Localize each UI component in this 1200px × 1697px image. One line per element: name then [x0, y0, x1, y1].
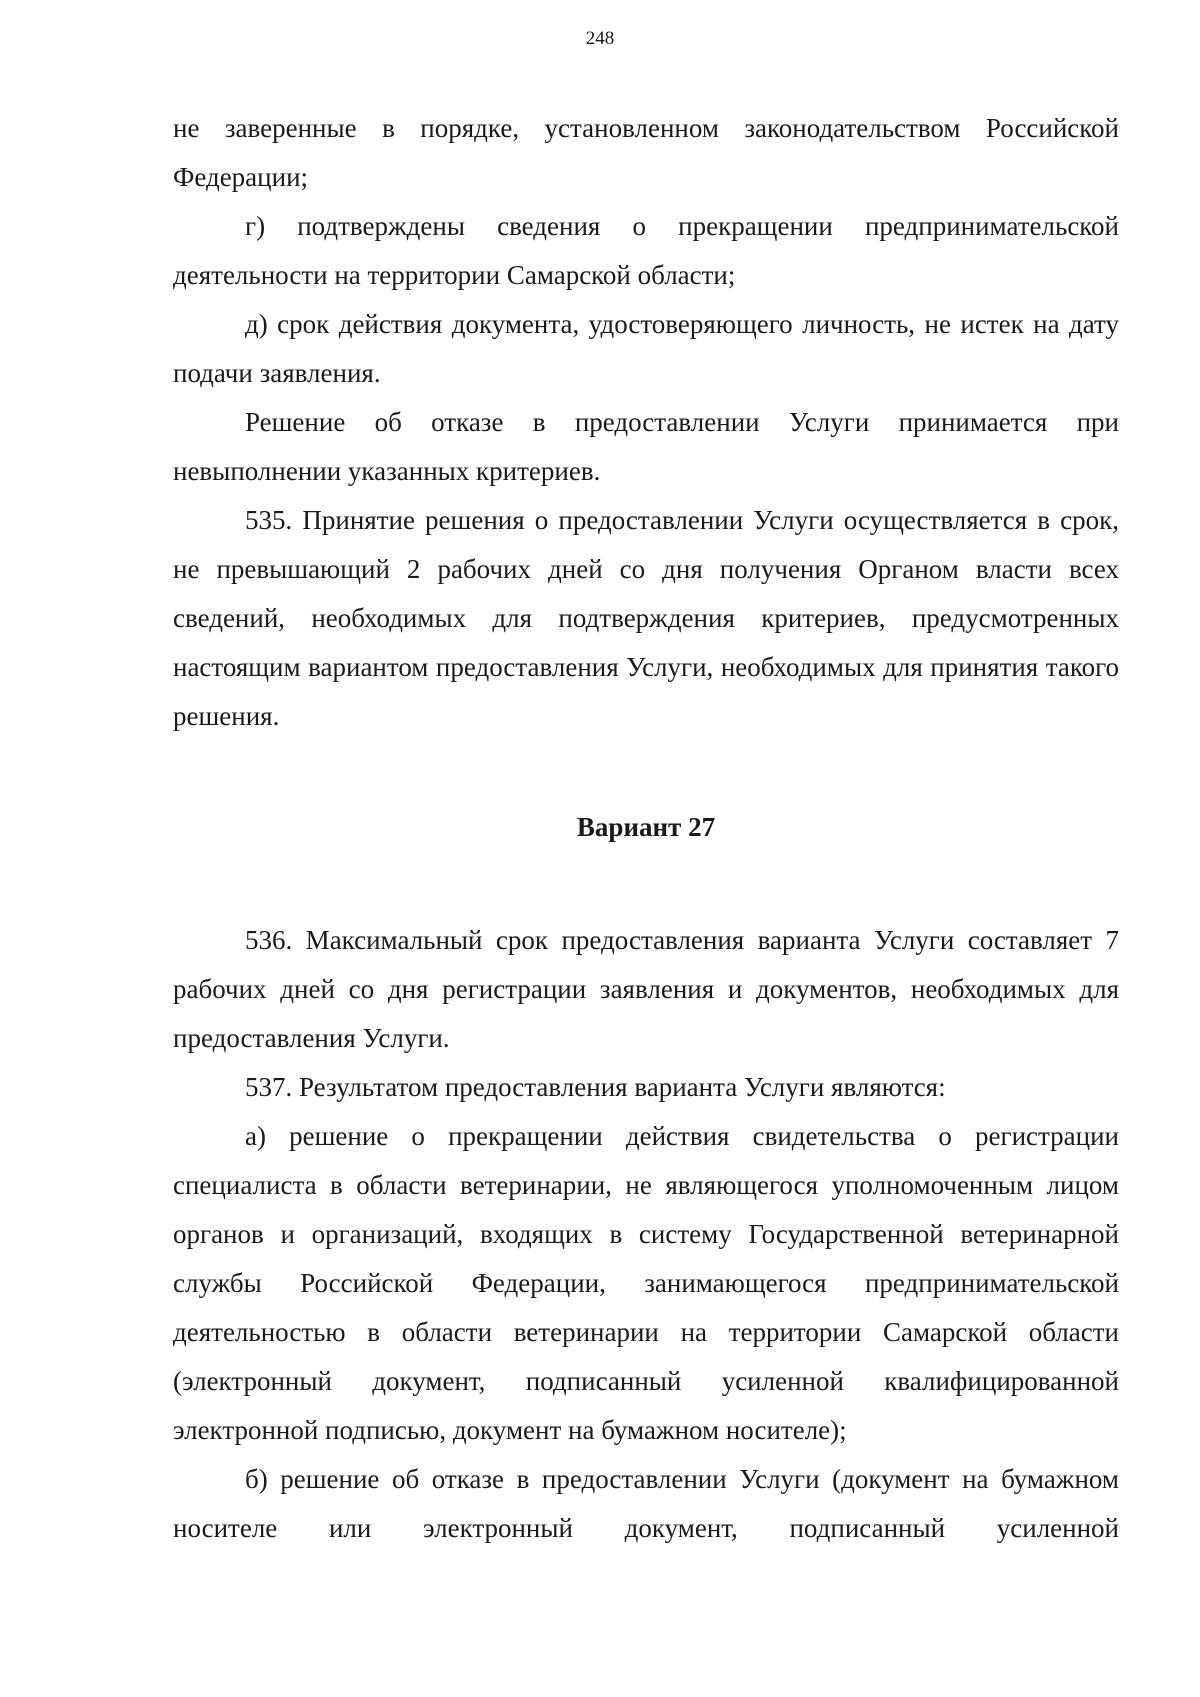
paragraph-refusal-decision: Решение об отказе в предоставлении Услуги принимается при невыполнении указанных критериев. — [173, 407, 1119, 486]
paragraph-item-b: б) решение об отказе в предоставлении Услуги (документ на бумажном носителе или электронный документ, подписанный усиленной — [173, 1464, 1119, 1543]
spacer — [173, 741, 1119, 803]
paragraph-item-g: г) подтверждены сведения о прекращении предпринимательской деятельности на территории Самарской области; — [173, 211, 1119, 290]
paragraph-535: 535. Принятие решения о предоставлении Услуги осуществляется в срок, не превышающий 2 рабочих дней со дня получения Органом власти всех сведений, необходимых для подтверждения критериев, предусмотренных настоящим вариантом предоставления Услуги, необходимых для принятия такого решения. — [173, 505, 1119, 731]
spacer — [173, 852, 1119, 916]
document-body — [173, 104, 1119, 1553]
paragraph-536: 536. Максимальный срок предоставления варианта Услуги составляет 7 рабочих дней со дня регистрации заявления и документов, необходимых для предоставления Услуги. — [173, 925, 1119, 1053]
section-heading: Вариант 27 — [576, 812, 716, 842]
paragraph-continuation: не заверенные в порядке, установленном законодательством Российской Федерации; — [173, 113, 1119, 192]
paragraph-item-d: д) срок действия документа, удостоверяющего личность, не истек на дату подачи заявления. — [173, 309, 1119, 388]
paragraph-item-a: а) решение о прекращении действия свидетельства о регистрации специалиста в области ветеринарии, не являющегося уполномоченным лицом органов и организаций, входящих в систему Государственной ветеринарной службы Российской Федерации, занимающегося предпринимательской деятельностью в области ветеринарии на территории Самарской области (электронный документ, подписанный усиленной квалифицированной электронной подписью, документ на бумажном носителе); — [173, 1121, 1119, 1445]
page-number: 248 — [585, 28, 615, 49]
paragraph-537: 537. Результатом предоставления варианта Услуги являются: — [245, 1072, 946, 1102]
